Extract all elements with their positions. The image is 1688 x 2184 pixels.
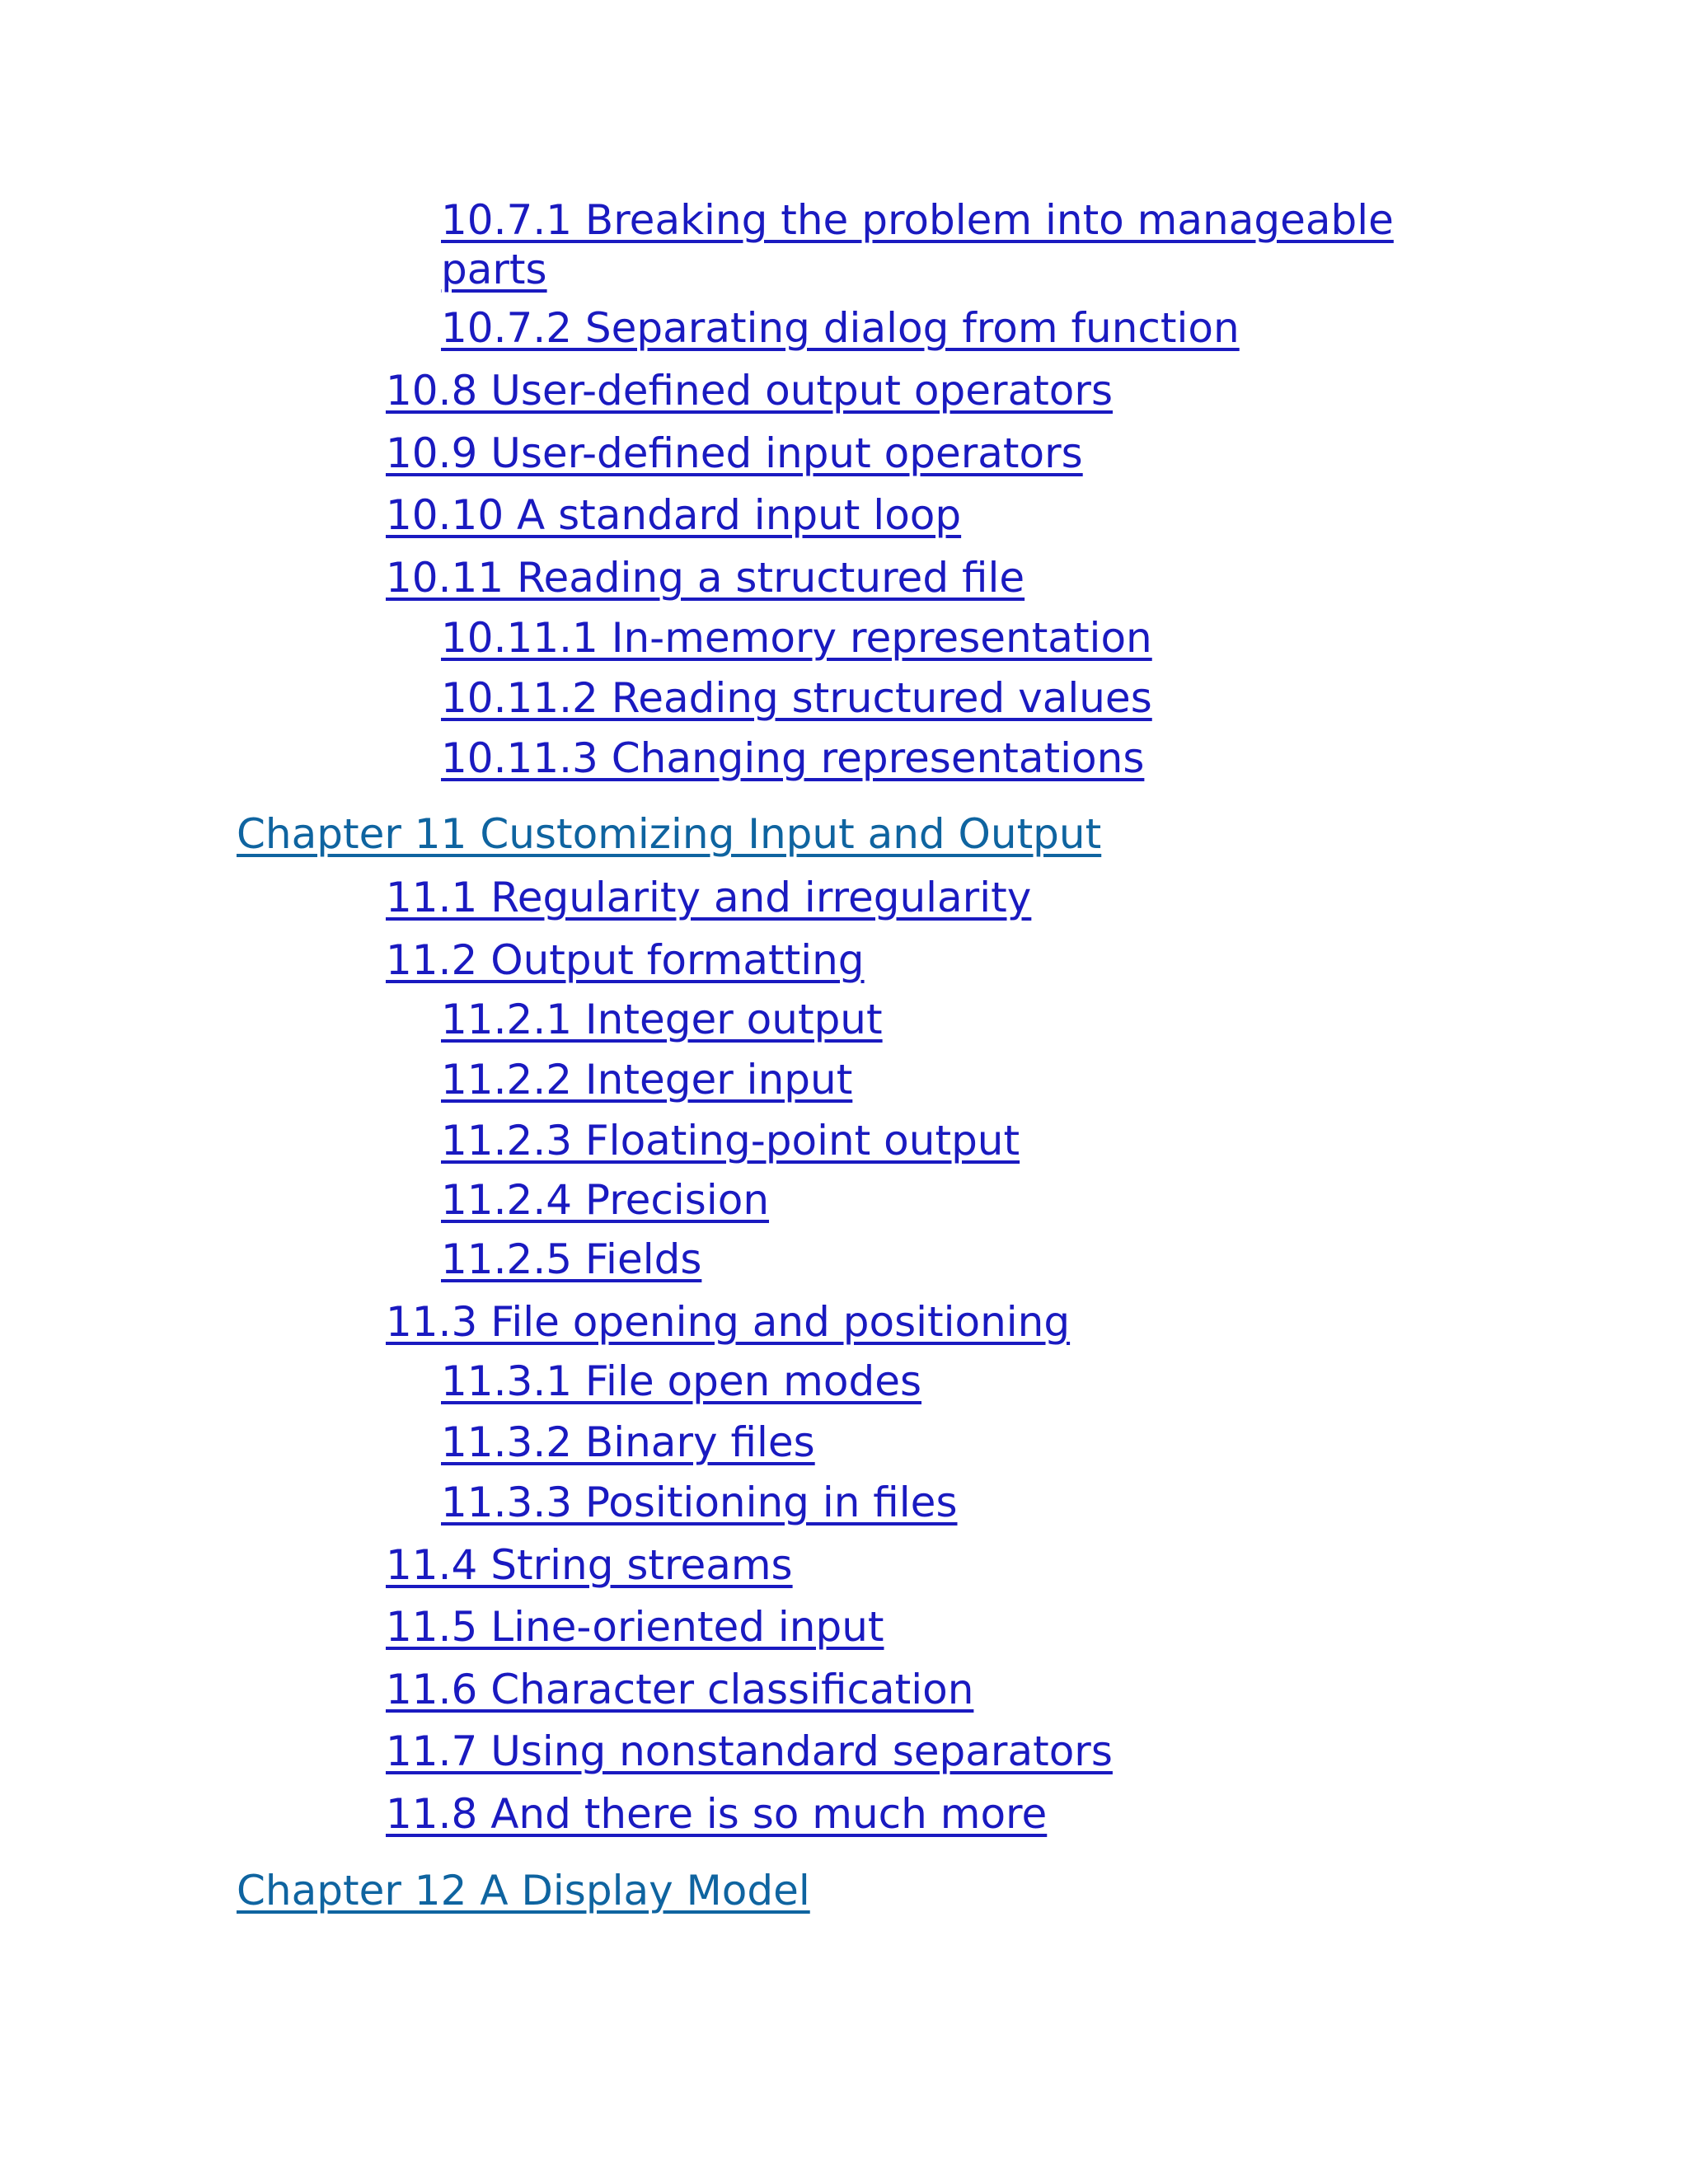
toc-entry-10-10: [386, 490, 961, 540]
toc-link[interactable]: 11.2.3 Floating-point output: [441, 1117, 1020, 1165]
toc-link[interactable]: 10.11.3 Changing representations: [441, 734, 1145, 782]
toc-link[interactable]: 10.7.2 Separating dialog from function: [441, 304, 1240, 352]
toc-link[interactable]: 11.2.1 Integer output: [441, 996, 883, 1043]
toc-entry-11-3-2: [441, 1418, 815, 1467]
toc-entry-chapter-11: [237, 809, 1101, 859]
toc-entry-11-2-1: [441, 995, 883, 1044]
toc-link[interactable]: 10.11 Reading a structured file: [386, 554, 1025, 602]
toc-entry-11-1: [386, 873, 1031, 922]
toc-entry-11-7: [386, 1727, 1113, 1776]
toc-entry-11-4: [386, 1540, 793, 1590]
toc-entry-10-9: [386, 429, 1083, 478]
toc-entry-10-11-1: [441, 613, 1152, 663]
toc-chapter-link[interactable]: Chapter 11 Customizing Input and Output: [237, 810, 1102, 858]
toc-link[interactable]: 11.2.2 Integer input: [441, 1056, 853, 1104]
toc-entry-11-3-1: [441, 1357, 921, 1406]
toc-link[interactable]: 11.1 Regularity and irregularity: [386, 874, 1032, 921]
toc-link[interactable]: 11.2.4 Precision: [441, 1176, 770, 1224]
toc-entry-11-6: [386, 1665, 973, 1714]
toc-entry-11-8: [386, 1789, 1047, 1839]
toc-chapter-link[interactable]: Chapter 12 A Display Model: [237, 1867, 810, 1915]
toc-entry-10-11-2: [441, 673, 1152, 723]
toc-entry-10-11-3: [441, 733, 1144, 783]
toc-entry-11-2-5: [441, 1235, 701, 1284]
toc-link[interactable]: 11.3.2 Binary files: [441, 1418, 815, 1466]
toc-link[interactable]: 10.10 A standard input loop: [386, 491, 962, 539]
toc-entry-11-2-4: [441, 1175, 769, 1225]
toc-link[interactable]: 10.9 User-defined input operators: [386, 429, 1083, 477]
toc-entry-11-2-3: [441, 1116, 1020, 1165]
toc-link[interactable]: 11.2 Output formatting: [386, 936, 865, 984]
toc-link[interactable]: 11.6 Character classification: [386, 1666, 974, 1713]
toc-link[interactable]: 11.3.1 File open modes: [441, 1357, 922, 1405]
toc-link[interactable]: 11.4 String streams: [386, 1541, 793, 1589]
toc-link[interactable]: 10.8 User-defined output operators: [386, 367, 1114, 415]
toc-entry-11-2-2: [441, 1055, 852, 1104]
toc-entry-10-7-2: [441, 303, 1240, 353]
toc-link[interactable]: 11.7 Using nonstandard separators: [386, 1727, 1113, 1775]
toc-entry-11-2: [386, 935, 865, 985]
toc-entry-10-8: [386, 366, 1113, 415]
toc-entry-10-7-1: [441, 195, 1463, 294]
toc-link[interactable]: 11.3 File opening and positioning: [386, 1298, 1071, 1346]
toc-entry-chapter-12: [237, 1866, 810, 1915]
toc-entry-11-3-3: [441, 1478, 958, 1527]
toc-entry-10-11: [386, 553, 1025, 602]
toc-link[interactable]: 10.11.1 In-memory representation: [441, 614, 1152, 662]
toc-link[interactable]: 11.5 Line-oriented input: [386, 1603, 884, 1651]
toc-link[interactable]: 11.2.5 Fields: [441, 1235, 702, 1283]
toc-entry-11-5: [386, 1602, 884, 1652]
toc-link[interactable]: 11.3.3 Positioning in files: [441, 1479, 958, 1526]
toc-entry-11-3: [386, 1297, 1070, 1347]
toc-link[interactable]: 11.8 And there is so much more: [386, 1790, 1048, 1838]
toc-link[interactable]: 10.7.1 Breaking the problem into manageable parts: [441, 196, 1394, 293]
toc-link[interactable]: 10.11.2 Reading structured values: [441, 674, 1152, 722]
